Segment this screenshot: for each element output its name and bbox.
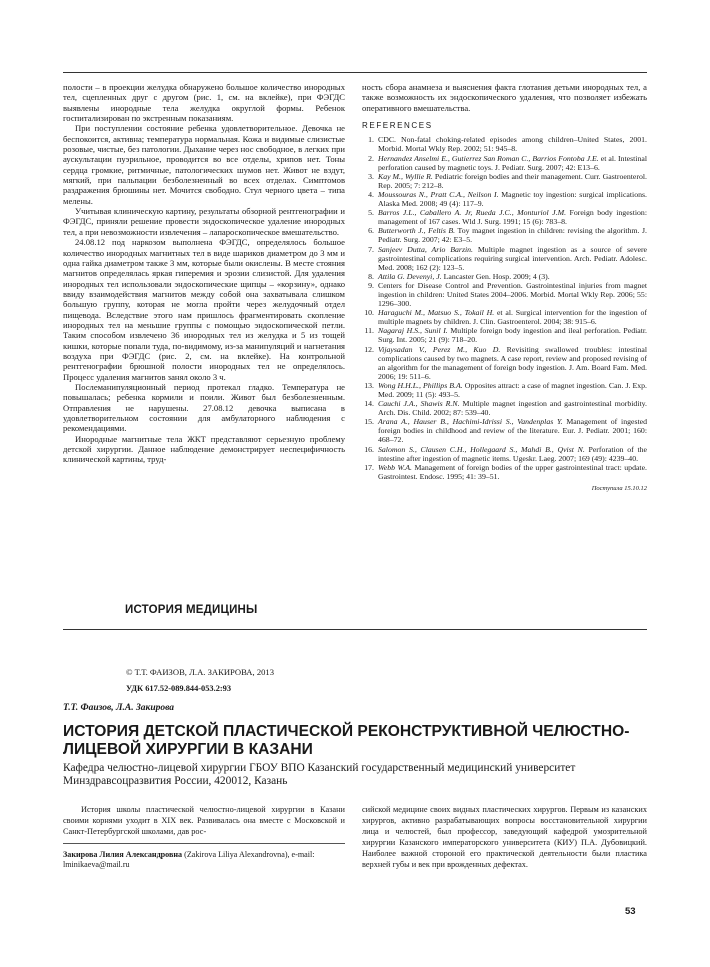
reference-number: 14. <box>364 399 374 409</box>
reference-item <box>362 445 647 463</box>
reference-text: Pediatric foreign bodies and their management. Curr. Gastroenterol. Rep. 2005; 7: 212–8. <box>378 171 647 190</box>
reference-text: Magnetic toy ingestion: surgical implications. Alaska Med. 2008; 49 (4): 117–9. <box>378 189 647 209</box>
article-body-left <box>63 804 345 837</box>
reference-number: 6. <box>368 226 374 236</box>
reference-authors: Wong H.H.L., Phillips B.A. <box>378 380 463 390</box>
reference-authors: Barros J.L., Caballero A. Jr, Rueda J.C., Monturiol J.M. <box>378 208 567 218</box>
paragraph: Инородные магнитные тела ЖКТ представляют серьезную проблему детской хирургии. Данное наблюдение демонстрирует неспецифичность клинической картины, труд- <box>63 433 345 465</box>
right-column <box>362 82 647 494</box>
reference-number: 2. <box>368 153 374 163</box>
paragraph: При поступлении состояние ребенка удовлетворительное. Девочка не беспокоится, активна; температура нормальная. Кожа и видимые слизистые розовые, чистые, без патологии. Дыхание через нос свободное, в легких при аускультации пуэрильное, проводится во все отделы, хрипов нет. Тоны сердца громкие, ритмичные, патологических шумов нет. Живот не вздут, мягкий, при пальпации безболезненный во всех отделах. Симптомов раздражения брюшины нет. Мочится свободно. Стул черного цвета – типа мелены. <box>63 123 345 206</box>
reference-authors: Nagaraj H.S., Sunil I. <box>378 326 448 336</box>
reference-text: Foreign body ingestion: management of 167 cases. Wld J. Surg. 1991; 15 (6): 783–8. <box>378 208 647 227</box>
reference-authors: Moussouras N., Pratt C.A., Neilson I. <box>378 189 499 199</box>
reference-text: Toy magnet ingestion in children: revising the algorithm. J. Pediatr. Surg. 2007; 42: E3–5. <box>378 226 647 245</box>
reference-number: 11. <box>364 326 374 336</box>
reference-item <box>362 172 647 190</box>
references-heading: REFERENCES <box>362 121 433 131</box>
reference-item <box>362 154 647 172</box>
reference-authors: Hernandez Anselmi E., Gutierrez San Roman C., Barrios Fontoba J.E. <box>378 153 599 163</box>
paragraph: полости – в проекции желудка обнаружено большое количество инородных тел, сцепленных друг с другом (рис. 1, см. на вклейке), при ФЭГДС выявлены инородные тела желудка округлой формы. Ребенок госпитализирован по экстренным показаниям. <box>63 82 345 124</box>
paragraph: сийской медицине своих видных пластических хирургов. Первым из казанских хирургов, активно разрабатывающих вопросы восстановительной хирургии лица и челюстей, был профессор, заведующий кафедрой умозрительной хирургии Казанского императорского университета (КИУ) П.А. Дубовицкий. Наиболее важной стороной его практической деятельности были пластика верхней губы и век при врожденных дефектах. <box>362 805 647 870</box>
reference-text: Centers for Disease Control and Prevention. Gastrointestinal injuries from magnet ingestion in children: United States 2004–2006. Morbid. Mortal Wkly Rep. 2006; 55: 1296–300. <box>378 280 647 309</box>
reference-authors: Salomon S., Clausen C.H., Hollegaard S., Mahdi B., Qvist N. <box>378 444 585 454</box>
reference-text: Lancaster Gen. Hosp. 2009; 4 (3). <box>441 271 550 281</box>
reference-text: CDC. Non-fatal choking-related episodes among children–United States, 2001. Morbid. Mortal Wkly Rep. 2002; 51: 945–8. <box>378 135 647 154</box>
reference-authors: Sanjeev Dutta, Ario Barzin. <box>378 244 474 254</box>
reference-item <box>362 399 647 417</box>
paragraph: ность сбора анамнеза и выяснения факта глотания детьми инородных тел, а также возможность их эндоскопического удаления, что позволяет избежать оперативного вмешательства. <box>362 82 647 113</box>
reference-number: 12. <box>364 344 374 354</box>
paragraph: Учитывая клиническую картину, результаты обзорной рентгенографии и ФЭГДС, приняли решение провести эндоскопическое удаление инородных тел, а при невозможности извлечения – лапароскопическое вмешательство. <box>63 206 345 237</box>
correspondence-footnote <box>63 850 345 871</box>
references-list <box>362 135 647 481</box>
reference-authors: Cauchi J.A., Shawis R.N. <box>378 399 460 409</box>
reference-number: 1. <box>368 135 374 145</box>
reference-authors: Butterworth J., Feltis B. <box>378 226 456 236</box>
reference-item <box>362 272 647 281</box>
reference-number: 16. <box>364 444 374 454</box>
reference-number: 9. <box>368 280 374 290</box>
reference-text: Perforation of the intestine after ingestion of magnetic items. Ugeskr. Laeg. 2007; 169 (49): 4239–40. <box>378 444 647 463</box>
reference-number: 10. <box>364 308 374 318</box>
footnote-contact: (Zakirova Liliya Alexandrovna), e-mail: lminikaeva@mail.ru <box>63 850 315 870</box>
reference-number: 5. <box>368 208 374 218</box>
reference-item <box>362 381 647 399</box>
reference-number: 3. <box>368 171 374 181</box>
page-number: 53 <box>625 906 636 917</box>
reference-text: Multiple magnet ingestion as a source of severe gastrointestinal complications requiring surgical intervention. Arch. Pediatr. Adolesc. Med. 2008; 162 (2): 123–5. <box>378 244 648 272</box>
reference-text: Opposites attract: a case of magnet ingestion. Can. J. Exp. Med. 2009; 11 (5): 493–5. <box>378 380 647 399</box>
reference-text: Management of ingested foreign bodies in childhood and review of the literature. Eur. J. Pediatr. 2001; 160: 468–72. <box>378 417 648 445</box>
reference-item <box>362 326 647 344</box>
reference-item <box>362 345 647 381</box>
section-heading: ИСТОРИЯ МЕДИЦИНЫ <box>125 604 258 616</box>
reference-item <box>362 281 647 308</box>
received-date: Поступила 15.10.12 <box>591 484 647 492</box>
footnote-author-name: Закирова Лилия Александровна <box>63 850 183 859</box>
reference-authors: Arana A., Hauser B., Hachimi-Idrissi S., Vandenplas Y. <box>378 417 563 427</box>
reference-item <box>362 463 647 481</box>
footnote-rule <box>63 843 345 844</box>
reference-number: 8. <box>368 271 374 281</box>
paragraph: Послеманипуляционный период протекал гладко. Температура не повышалась; ребенка кормили и поили. Живот был безболезненным. Отправления не нарушены. 27.08.12 девочка выписана в удовлетворительном состоянии для амбулаторного наблюдения с рекомендациями. <box>63 381 345 434</box>
reference-item <box>362 308 647 326</box>
reference-authors: Attila G. Devenyi, J. <box>378 271 442 281</box>
article-title: ИСТОРИЯ ДЕТСКОЙ ПЛАСТИЧЕСКОЙ РЕКОНСТРУКТИВНОЙ ЧЕЛЮСТНО-ЛИЦЕВОЙ ХИРУРГИИ В КАЗАНИ <box>63 723 630 758</box>
reference-item <box>362 135 647 153</box>
reference-text: et al. Surgical intervention for the ingestion of multiple magnets by children. J. Clin. Gastroenterol. 2004; 38: 915–6. <box>378 308 648 327</box>
section-rule <box>63 629 647 630</box>
reference-item <box>362 226 647 244</box>
reference-text: Revisiting swallowed troubles: intestinal complications caused by two magnets. A case report, review and proposed revising of an algorithm for the management of foreign body ingestion. J. Am. Board Fam. Med. 2006; 19: 511–6. <box>378 344 647 381</box>
reference-number: 13. <box>364 380 374 390</box>
reference-number: 4. <box>368 189 374 199</box>
reference-text: Multiple foreign body ingestion and ileal perforation. Pediatr. Surg. Int. 2005; 21 (9): 718–20. <box>378 326 648 345</box>
reference-item <box>362 417 647 444</box>
paragraph: 24.08.12 под наркозом выполнена ФЭГДС, определялось большое количество инородных магнитных тел в виде шариков диаметром до 3 мм и одна гайка диаметром также 3 мм, которые были окислены. В месте стояния магнитов определялась яркая гиперемия и эрозии слизистой. Для удаления инородных тел использовали эндоскопические щипцы – «корзину», однако ввиду взаимодействия магнитов между собой она захватывала слишком большую группу, которая не могла пройти через желудочный отдел пищевода. Вследствие этого нам пришлось фрагментировать скопление инородных тел на меньшие группы с помощью эндоскопической петли. Таким способом извлечено 36 инородных тел из желудка и 5 из тощей кишки, которые попали туда, по-видимому, из-за манипуляций и нагнетания воздуха при ФЭГДС (рис. 2, см. на вклейке). На контрольной рентгенографии брюшной полости инородных тел не определялось. Процесс удаления магнитов занял около 3 ч. <box>63 237 345 382</box>
reference-number: 17. <box>364 462 374 472</box>
article-authors: Т.Т. Фаизов, Л.А. Закирова <box>63 703 175 713</box>
reference-item <box>362 245 647 272</box>
reference-authors: Kay M., Wyllie R. <box>378 171 433 181</box>
reference-text: Multiple magnet ingestion and gastrointestinal morbidity. Arch. Dis. Child. 2002; 87: 539–40. <box>378 399 647 418</box>
left-column <box>63 82 345 465</box>
affiliation: Кафедра челюстно-лицевой хирургии ГБОУ ВПО Казанский государственный медицинский университет Минздравсоцразвития России, 420012, Казань <box>63 762 576 788</box>
reference-item <box>362 190 647 208</box>
copyright-line: © Т.Т. ФАИЗОВ, Л.А. ЗАКИРОВА, 2013 <box>126 667 275 677</box>
reference-item <box>362 208 647 226</box>
reference-number: 15. <box>364 417 374 427</box>
top-rule <box>63 72 647 73</box>
reference-text: Management of foreign bodies of the upper gastrointestinal tract: update. Gastrointest. Endosc. 1995; 41: 39–51. <box>378 462 647 481</box>
reference-authors: Vijaysadan V., Perez M., Kuo D. <box>378 344 501 354</box>
reference-text: et al. Intestinal perforation caused by magnetic toys. J. Pediatr. Surg. 2007; 42: E13–6. <box>378 153 647 172</box>
reference-authors: Haraguchi M., Matsuo S., Tokail H. <box>378 308 495 318</box>
article-body-right <box>362 804 647 871</box>
paragraph: История школы пластической челюстно-лицевой хирургии в Казани своими корнями уходит в XIX век. Развивалась она вместе с Московской и Санкт-Петербургской школами, дав рос- <box>63 805 345 837</box>
reference-authors: Webb W.A. <box>378 462 412 472</box>
reference-number: 7. <box>368 244 374 254</box>
udk-code: УДК 617.52-089.844-053.2:93 <box>126 684 232 693</box>
